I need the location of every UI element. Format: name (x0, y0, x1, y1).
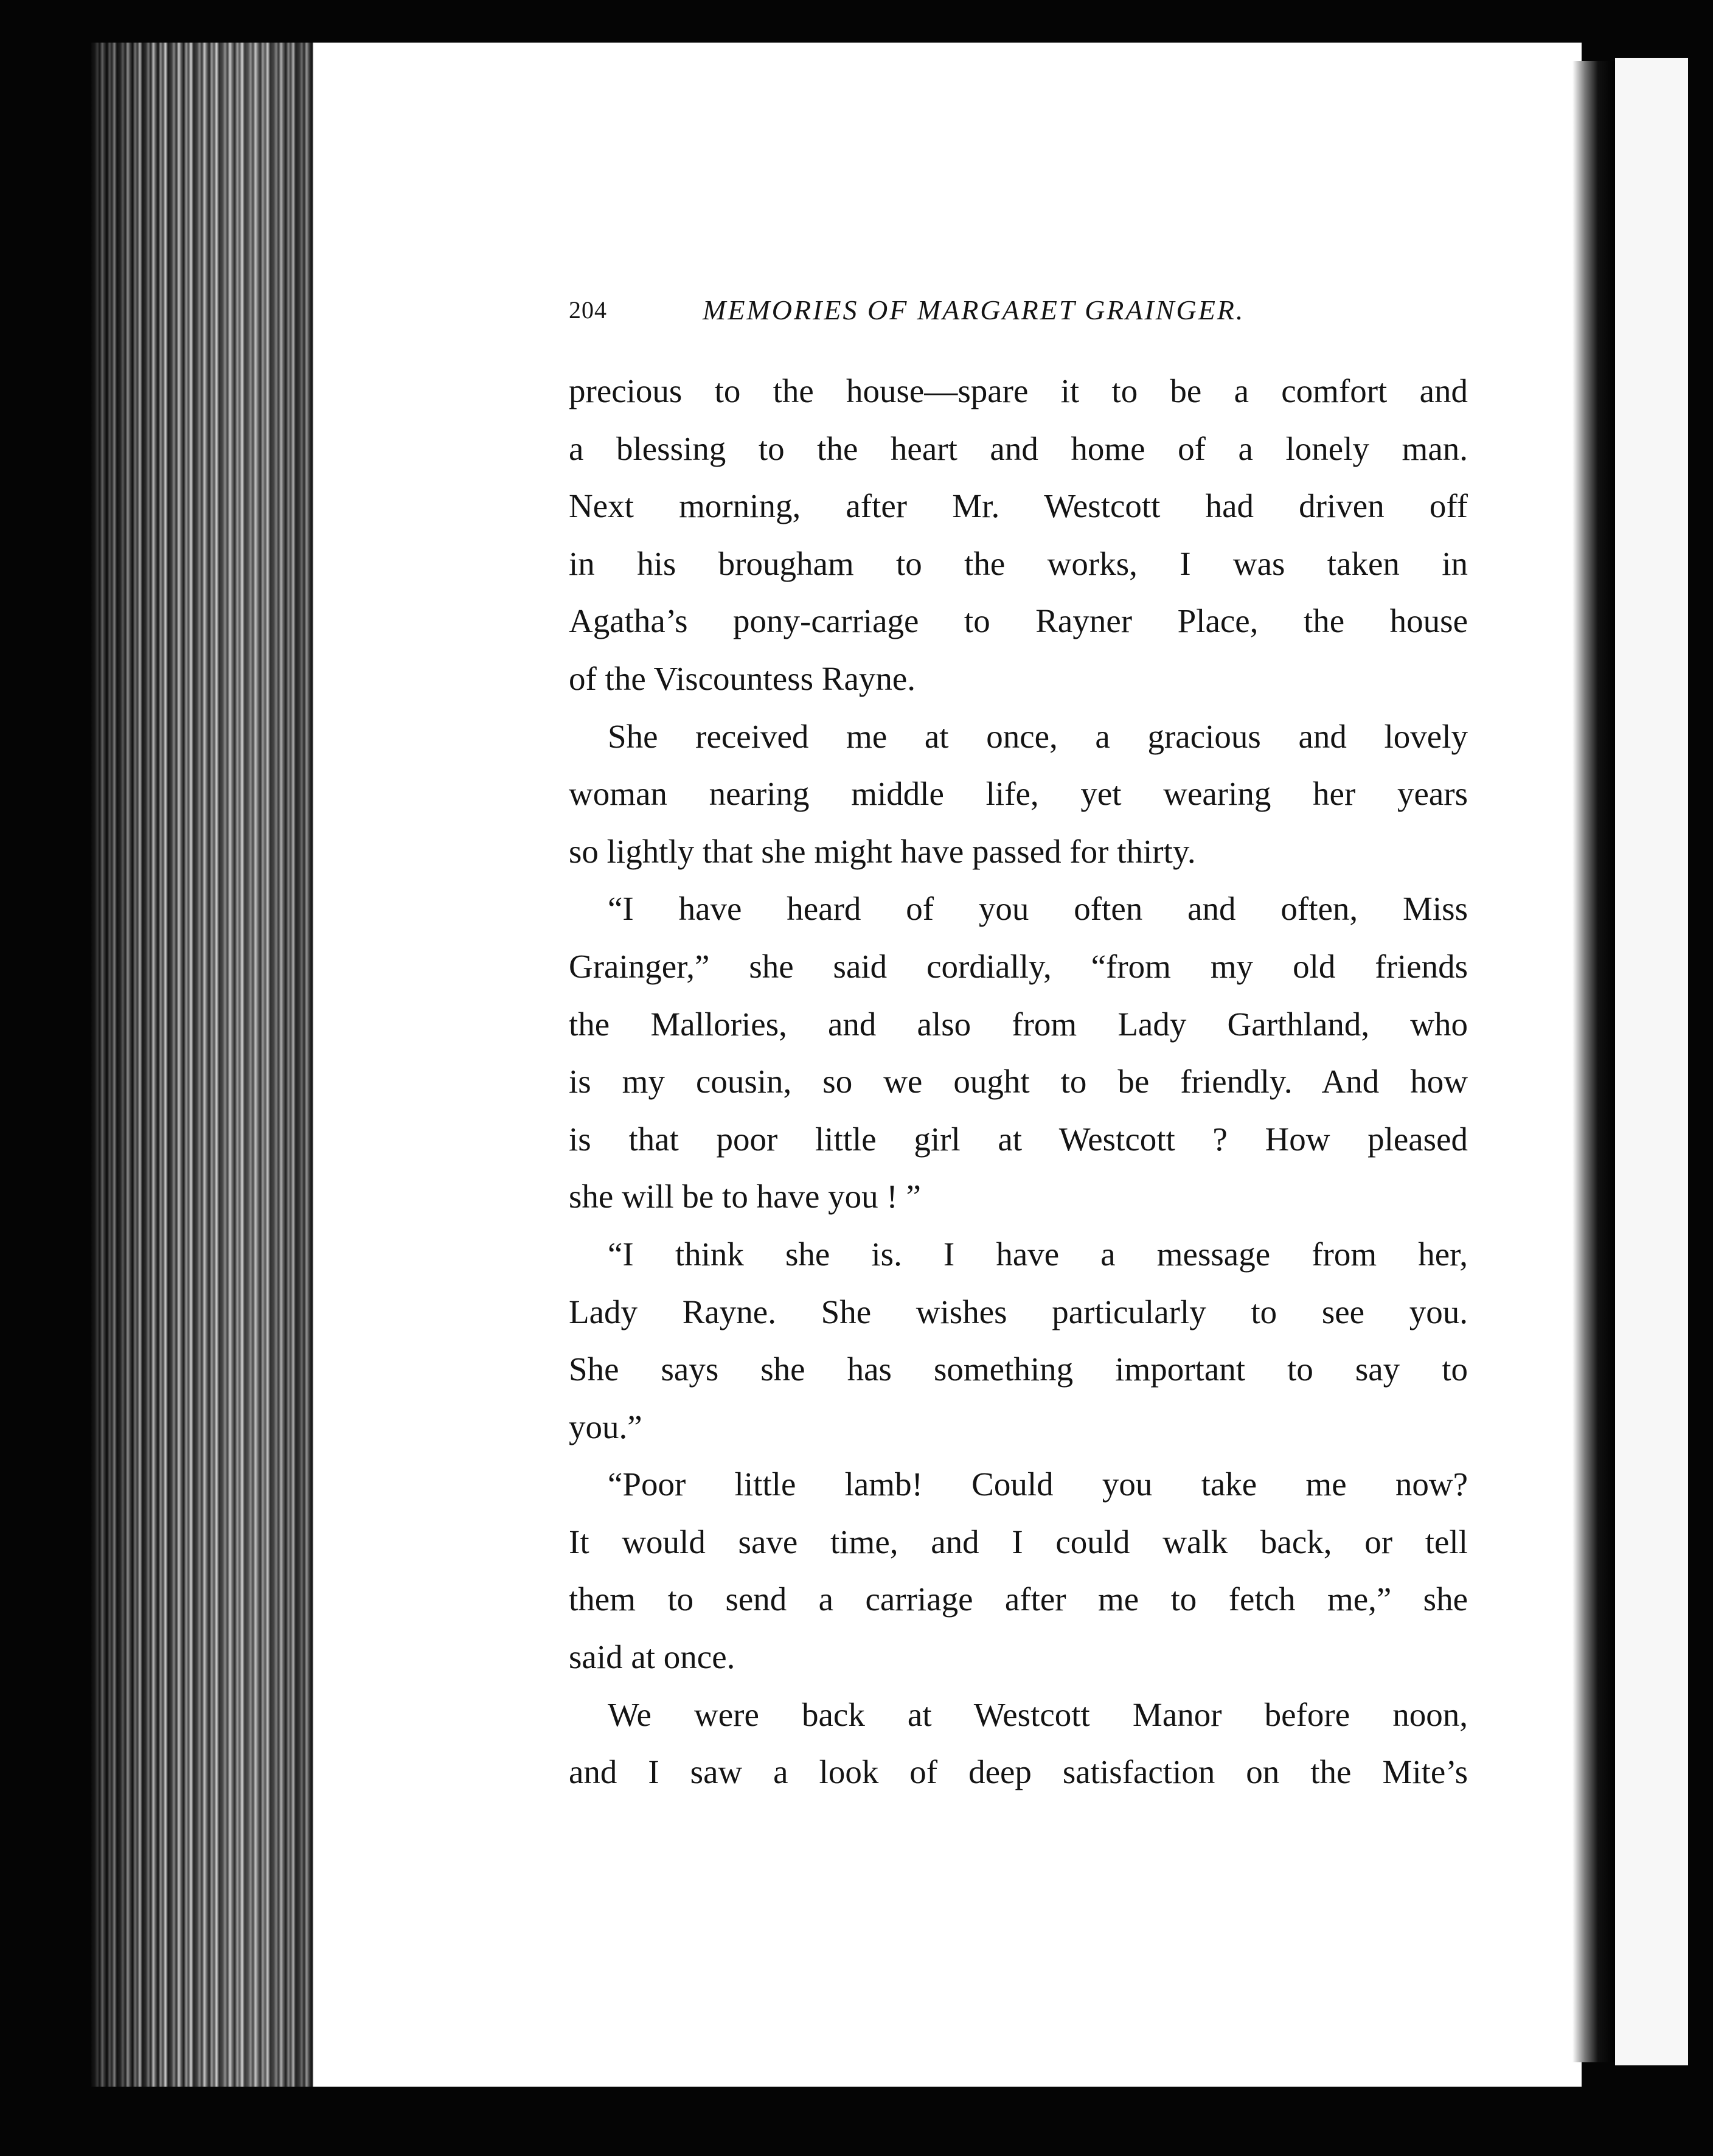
text-line: “I think she is. I have a message from her, (608, 1235, 1468, 1273)
text-line: of the Viscountess Rayne. (569, 659, 916, 697)
page-edges (91, 43, 322, 2087)
text-line: said at once. (569, 1638, 735, 1676)
text-line: a blessing to the heart and home of a lonely man. (569, 429, 1468, 467)
text-line: is my cousin, so we ought to be friendly. And how (569, 1063, 1468, 1101)
facing-page-edge (1615, 58, 1688, 2065)
page-number: 204 (569, 296, 607, 324)
text-line: and I saw a look of deep satisfaction on the Mite’s (569, 1753, 1468, 1791)
text-line: them to send a carriage after me to fetch me,” she (569, 1580, 1468, 1618)
text-line: She received me at once, a gracious and lovely (608, 717, 1468, 755)
text-line: Lady Rayne. She wishes particularly to see you. (569, 1293, 1468, 1330)
text-line: We were back at Westcott Manor before noon, (608, 1695, 1468, 1733)
text-line: is that poor little girl at Westcott ? How pleased (569, 1120, 1468, 1158)
text-line: woman nearing middle life, yet wearing her years (569, 775, 1468, 813)
text-line: so lightly that she might have passed for thirty. (569, 832, 1196, 870)
text-line: Next morning, after Mr. Westcott had driven off (569, 487, 1468, 525)
text-line: precious to the house—spare it to be a comfort and (569, 372, 1468, 409)
running-title: MEMORIES OF MARGARET GRAINGER. (703, 294, 1245, 325)
text-line: she will be to have you ! ” (569, 1178, 921, 1215)
text-line: the Mallories, and also from Lady Garthland, who (569, 1005, 1468, 1043)
text-line: She says she has something important to say to (569, 1351, 1468, 1388)
text-line: you.” (569, 1408, 642, 1445)
text-line: “I have heard of you often and often, Miss (608, 890, 1468, 928)
text-line: It would save time, and I could walk back, or tell (569, 1523, 1468, 1560)
text-line: “Poor little lamb! Could you take me now? (608, 1466, 1468, 1503)
binding-gutter (1572, 61, 1615, 2062)
text-line: in his brougham to the works, I was taken in (569, 544, 1468, 582)
text-line: Grainger,” she said cordially, “from my old friends (569, 947, 1468, 985)
running-header (569, 286, 1468, 335)
text-line: Agatha’s pony-carriage to Rayner Place, the house (569, 602, 1468, 640)
body-text (569, 363, 1468, 1801)
